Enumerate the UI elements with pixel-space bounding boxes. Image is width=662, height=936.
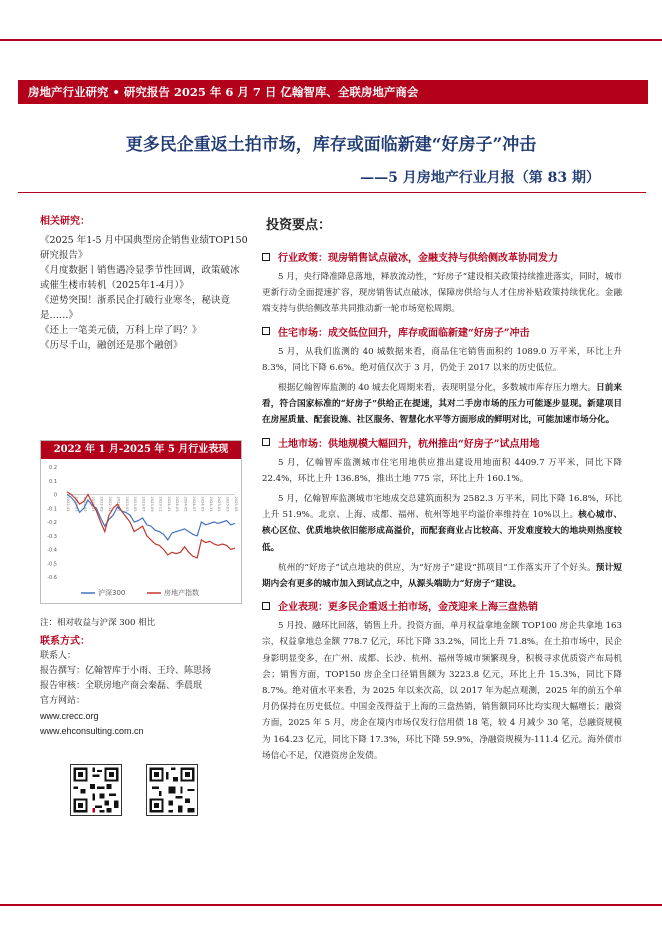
related-item[interactable]: 《还上一笔美元债，万科上岸了吗？》 [40, 325, 202, 336]
x-tick-label: 2024-11 [208, 496, 213, 512]
report-reviewer: 报告审核：全联房地产商会秦磊、季晨珉 [40, 681, 203, 691]
industry-performance-chart [40, 440, 242, 604]
page-title: 更多民企重返土拍市场，库存或面临新建“好房子”冲击 [125, 135, 537, 155]
y-tick-label: -0.4 [47, 547, 57, 554]
related-item[interactable]: 《历尽千山，融创还是那个融创》 [40, 340, 183, 351]
checkbox-icon [262, 438, 270, 446]
section-paragraph: 5 月，亿翰智库监测城市住宅用地供应推出建设用地面积 4409.7 万平米，同比下降 22.4%，环比上升 136.8%，推出土地 775 宗，环比上升 160.1%。 [262, 457, 622, 484]
x-tick-label: 2025-05 [234, 496, 238, 512]
checkbox-icon [262, 253, 270, 261]
y-tick-label: -0.3 [47, 533, 57, 540]
y-tick-label: 0.1 [49, 478, 57, 485]
points-title: 投资要点： [266, 218, 332, 233]
chart-title: 2022 年 1 月-2025 年 5 月行业表现 [41, 441, 241, 459]
related-research [40, 212, 248, 353]
x-tick-label: 2024-09 [200, 496, 205, 512]
y-tick-label: -0.6 [47, 575, 57, 581]
legend-label: 沪深300 [98, 589, 126, 597]
checkbox-icon [262, 602, 270, 610]
section-heading-policy [262, 249, 622, 264]
report-writer: 报告撰写：亿翰智库于小雨、王玲、陈思扬 [40, 666, 212, 676]
x-tick-label: 2022-05 [82, 496, 87, 512]
section-heading-text: 企业表现：更多民企重返土拍市场，金茂迎来上海三盘热销 [278, 602, 538, 614]
checkbox-icon [262, 327, 270, 335]
x-tick-label: 2024-05 [183, 496, 188, 512]
x-tick-label: 2024-03 [175, 496, 180, 512]
y-tick-label: 0.2 [49, 465, 57, 471]
x-tick-label: 2023-09 [150, 496, 154, 512]
chart-note: 注：相对收益与沪深 300 相比 [40, 618, 156, 628]
section-heading-text: 住宅市场：成交低位回升，库存或面临新建“好房子”冲击 [278, 327, 530, 339]
x-tick-label: 2025-01 [217, 496, 222, 512]
site-link-crecc[interactable]: www.crecc.org [40, 711, 99, 721]
related-item[interactable]: 《月度数据丨销售遇冷显季节性回调，政策破冰或催生楼市转机（2025年1-4月）》 [40, 265, 240, 291]
section-paragraph: 根据亿翰智库监测的 40 城去化周期来看，表现明显分化，多数城市库存压力增大。日前来看，符合国家标准的“好房子”供给正在提速，其对二手房市场的压力可能逐步显现。新建项目在房屋质量、配套设施、社区服务、智慧化水平等方面形成的鲜明对比，可能加速市场分化。 [262, 383, 622, 426]
bottom-rule [0, 904, 662, 906]
related-item[interactable]: 《逆势突围！浙系民企打破行业寒冬，秘诀竟是……》 [40, 295, 231, 321]
section-heading-land [262, 435, 622, 450]
contact-info [40, 632, 250, 739]
x-tick-label: 2023-11 [158, 496, 163, 512]
section-paragraph: 5 月，从我们监测的 40 城数据来看，商品住宅销售面积约 1089.0 万平米，环比上升 8.3%，同比下降 6.6%。绝对值仅次于 3 月，仍处于 2017 以来的历史低位。 [262, 346, 622, 373]
section-paragraph: 5 月，亿翰智库监测城市宅地成交总建筑面积为 2582.3 万平米，同比下降 16.8%，环比上升 51.9%。北京、上海、成都、福州、杭州等地平均溢价率维持在 10%以上。核心城市、核心区位、优质地块依旧能形成高溢价，而配套商业占比较高、开发难度较大的地块则热度较低。 [262, 494, 622, 553]
x-tick-label: 2023-01 [116, 496, 121, 512]
related-item[interactable]: 《2025 年1-5 月中国典型房企销售业绩TOP150研究报告》 [40, 235, 248, 261]
y-tick-label: 0 [53, 492, 57, 499]
legend-label: 房地产指数 [164, 589, 199, 597]
x-tick-label: 2024-01 [166, 496, 171, 512]
section-paragraph: 杭州的“好房子”试点地块的供应，为“好房子”建设“抓项目”工作落实开了个好头。预计短期内会有更多的城市加入到试点之中，从源头端助力“好房子”建设。 [262, 562, 622, 590]
section-heading-enterprise [262, 598, 622, 613]
top-rule [0, 39, 662, 41]
site-label: 官方网站： [40, 696, 86, 706]
x-tick-label: 2022-11 [108, 496, 112, 512]
y-tick-label: -0.5 [47, 561, 57, 568]
y-tick-label: -0.1 [47, 506, 57, 513]
x-tick-label: 2025-03 [225, 496, 230, 512]
section-paragraph: 5 月投、融环比回落，销售上升。投资方面，单月权益拿地金额 TOP100 房企共拿地 163 宗，权益拿地总金额 778.7 亿元，环比下降 33.2%，同比上升 71.8%。在土拍市场中，民企身影明显变多，在广州、成都、长沙、杭州、福州等城市频繁现身，积极寻求优质资产布局机会；销售方面，TOP150 房企全口径销售额为 3223.8 亿元，环比上升 15.3%，同比下降 8.7%。绝对值水平来看，为 2025 年以来次高，以 2017 年为起点观测，2025 年的前五个单月仍保持在历史低位。中国金茂得益于上海的三盘热销，销售额同环比均实现大幅增长；融资方面，2025 年 5 月，房企在境内市场仅发行信用债 18 笔，较 4 月减少 30 笔，总融资规模为 164.23 亿元，同比下降 17.3%，环比下降 59.9%，净融资规模为-111.4 亿元。海外债市场信心不足，仅港资房企发债。 [262, 621, 622, 761]
contact-label: 联系方式： [40, 636, 90, 647]
chart-svg [41, 459, 241, 603]
x-tick-label: 2022-09 [99, 496, 104, 512]
section-heading-text: 土地市场：供地规模大幅回升，杭州推出“好房子”试点用地 [278, 438, 540, 450]
header-band: 房地产行业研究 • 研究报告 2025 年 6 月 7 日 亿翰智库、全联房地产商会 [18, 80, 648, 104]
subtitle-rule [18, 192, 646, 193]
x-tick-label: 2022-07 [91, 496, 96, 512]
site-link-ehconsulting[interactable]: www.ehconsulting.com.cn [40, 726, 144, 736]
qr-code-icon [70, 764, 122, 816]
x-tick-label: 2022-01 [66, 496, 70, 512]
qr-code-icon [146, 764, 198, 816]
y-tick-label: -0.2 [47, 520, 57, 526]
page-subtitle: ——5 月房地产行业月报（第 83 期） [360, 170, 600, 186]
x-tick-label: 2023-05 [133, 496, 138, 512]
section-heading-text: 行业政策：现房销售试点破冰，金融支持与供给侧改革协同发力 [278, 253, 558, 264]
section-paragraph: 5 月，央行降准降息落地，释放流动性，“好房子”建设相关政策持续推进落实，同时，城市更新行动全面提速扩容，现房销售试点破冰，保障房供给与人才住房补贴政策持续优化。金融端支持与供给侧改革共同推动新一轮市场宽松周期。 [262, 272, 622, 315]
contact-people-label: 联系人： [40, 651, 77, 661]
x-tick-label: 2022-03 [74, 496, 79, 512]
section-heading-housing [262, 324, 622, 339]
related-label: 相关研究： [40, 216, 90, 227]
investment-points [262, 214, 622, 768]
x-tick-label: 2024-07 [192, 496, 196, 512]
x-tick-label: 2023-07 [141, 496, 146, 512]
x-tick-label: 2023-03 [124, 496, 129, 512]
